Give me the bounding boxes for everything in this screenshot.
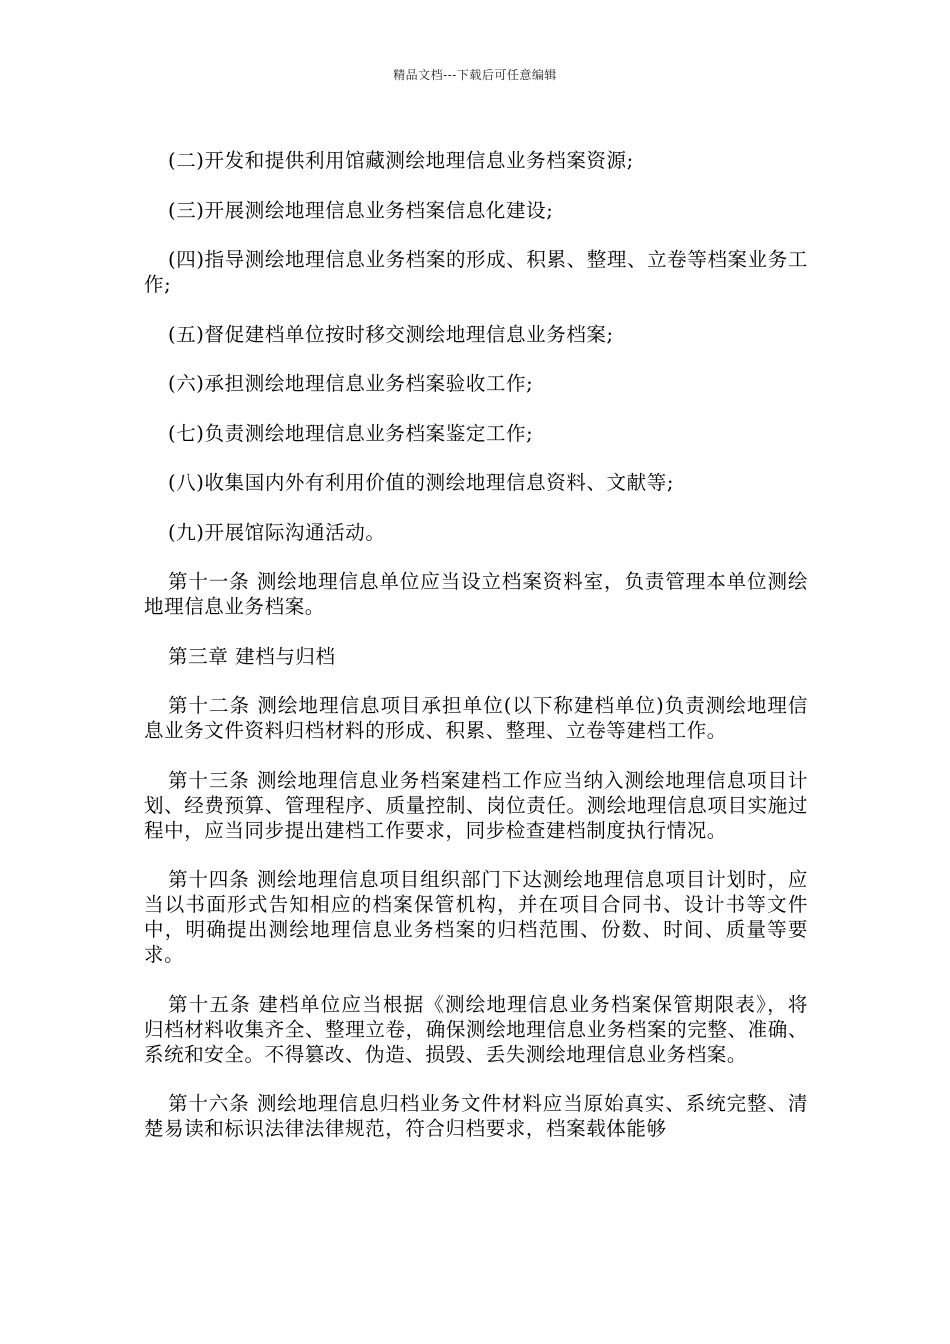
paragraph-item-8: (八)收集国内外有利用价值的测绘地理信息资料、文献等; bbox=[168, 471, 674, 494]
article-13: 第十三条 测绘地理信息业务档案建档工作应当纳入测绘地理信息项目计划、经费预算、管理程序、质量控制、岗位责任。测绘地理信息项目实施过程中，应当同步提出建档工作要求，同步检查建档制度执行情况。 bbox=[144, 768, 808, 842]
chapter-heading-3: 第三章 建档与归档 bbox=[168, 644, 336, 668]
article-15: 第十五条 建档单位应当根据《测绘地理信息业务档案保管期限表》，将归档材料收集齐全、整理立卷，确保测绘地理信息业务档案的完整、准确、系统和安全。不得篡改、伪造、损毁、丢失测绘地理信息业务档案。 bbox=[144, 992, 808, 1066]
paragraph-item-4: (四)指导测绘地理信息业务档案的形成、积累、整理、立卷等档案业务工作; bbox=[144, 248, 808, 296]
article-12: 第十二条 测绘地理信息项目承担单位(以下称建档单位)负责测绘地理信息业务文件资料归档材料的形成、积累、整理、立卷等建档工作。 bbox=[144, 694, 808, 742]
paragraph-item-5: (五)督促建档单位按时移交测绘地理信息业务档案; bbox=[168, 322, 614, 346]
paragraph-item-2: (二)开发和提供利用馆藏测绘地理信息业务档案资源; bbox=[168, 149, 634, 172]
article-14: 第十四条 测绘地理信息项目组织部门下达测绘地理信息项目计划时，应当以书面形式告知相应的档案保管机构，并在项目合同书、设计书等文件中，明确提出测绘地理信息业务档案的归档范围、份数、时间、质量等要求。 bbox=[144, 868, 808, 966]
paragraph-item-7: (七)负责测绘地理信息业务档案鉴定工作; bbox=[168, 421, 534, 445]
article-16: 第十六条 测绘地理信息归档业务文件材料应当原始真实、系统完整、清楚易读和标识法律法律规范，符合归档要求，档案载体能够 bbox=[144, 1092, 808, 1140]
paragraph-item-3: (三)开展测绘地理信息业务档案信息化建设; bbox=[168, 198, 554, 222]
paragraph-item-9: (九)开展馆际沟通活动。 bbox=[168, 520, 386, 544]
paragraph-item-6: (六)承担测绘地理信息业务档案验收工作; bbox=[168, 372, 534, 395]
document-body bbox=[144, 148, 808, 1141]
page-header: 精品文档---下载后可任意编辑 bbox=[393, 68, 557, 82]
article-11: 第十一条 测绘地理信息单位应当设立档案资料室，负责管理本单位测绘地理信息业务档案。 bbox=[144, 570, 808, 618]
